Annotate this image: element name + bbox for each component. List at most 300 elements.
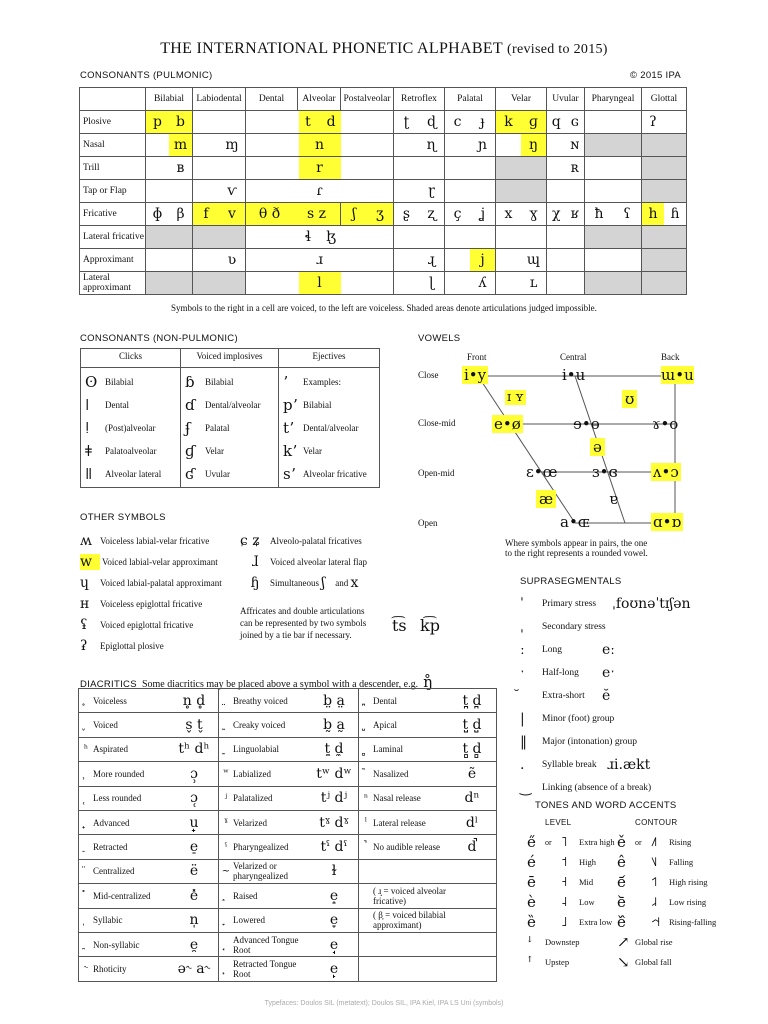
other-list bbox=[80, 530, 240, 656]
np-item: ǃ (Post)alveolar bbox=[85, 418, 156, 437]
cell: k ɡ bbox=[496, 111, 547, 134]
vowel-note-2: to the right represents a rounded vowel. bbox=[505, 548, 648, 558]
tone-item bbox=[617, 952, 727, 972]
diacritic-label: Advanced bbox=[93, 817, 130, 828]
diacritic-cell bbox=[359, 932, 497, 956]
other-right bbox=[240, 530, 410, 593]
cell bbox=[394, 226, 445, 249]
diacritic-cell bbox=[219, 786, 359, 810]
diacritic-mark bbox=[79, 817, 93, 828]
diacritic-row bbox=[79, 689, 497, 713]
diacritic-example: t̺ d̺ bbox=[462, 717, 482, 734]
vowel-open-back: ɑ•ɒ bbox=[653, 513, 682, 531]
vowel-col-central: Central bbox=[560, 352, 587, 362]
diacritic-cell bbox=[79, 786, 219, 810]
supra-item: ‖ Major (intonation) group bbox=[520, 733, 637, 750]
diacritic-example: t̼ d̼ bbox=[324, 741, 344, 758]
tone-item bbox=[617, 832, 727, 852]
row-label: Lateral approximant bbox=[80, 272, 146, 295]
np-item: ɠ Velar bbox=[185, 441, 224, 460]
diacritic-mark bbox=[79, 695, 93, 706]
row-label: Nasal bbox=[80, 134, 146, 157]
pulmonic-note: Symbols to the right in a cell are voiced, to the left are voiceless. Shaded areas denote articulations judged impossible. bbox=[171, 303, 597, 313]
diacritic-row bbox=[79, 786, 497, 810]
title-main: THE INTERNATIONAL PHONETIC ALPHABET bbox=[160, 40, 503, 57]
row-tap bbox=[80, 180, 687, 203]
tone-symbol: ꜛ bbox=[527, 953, 533, 971]
diacritic-mark: ˡ bbox=[364, 817, 368, 829]
diacritic-mark bbox=[79, 915, 93, 926]
cell: ɭ bbox=[394, 272, 445, 295]
diacritic-cell bbox=[359, 810, 497, 834]
tone-symbol: ȅ bbox=[527, 913, 536, 931]
diacritic-example: dⁿ bbox=[464, 790, 480, 807]
diacritic-label: Linguolabial bbox=[233, 744, 279, 755]
diacritic-label: Retracted bbox=[93, 842, 128, 853]
diacritic-cell bbox=[359, 713, 497, 737]
np-item: ǀ Dental bbox=[85, 395, 129, 414]
vowel-note-1: Where symbols appear in pairs, the one bbox=[505, 538, 648, 548]
col-glottal: Glottal bbox=[642, 88, 687, 111]
cell: ɴ bbox=[547, 134, 585, 157]
tone-item bbox=[527, 852, 627, 872]
diacritic-mark bbox=[79, 720, 93, 731]
tone-item bbox=[527, 892, 627, 912]
np-ejectives bbox=[279, 368, 380, 488]
cell: ʋ bbox=[193, 249, 246, 272]
diacritic-cell bbox=[79, 689, 219, 713]
np-header bbox=[81, 349, 380, 368]
diacritic-label: Dental bbox=[373, 695, 397, 706]
tone-letter: ˧ bbox=[561, 874, 568, 890]
cell bbox=[642, 157, 687, 180]
cell bbox=[642, 226, 687, 249]
other-item: ɕ ʑ Alveolo-palatal fricatives bbox=[240, 532, 362, 549]
diacritic-example: e̞ bbox=[329, 912, 339, 929]
other-heading: OTHER SYMBOLS bbox=[80, 512, 166, 523]
col-postalveolar: Postalveolar bbox=[341, 88, 394, 111]
cell: p b bbox=[146, 111, 193, 134]
cell bbox=[547, 226, 585, 249]
vowel-closemid-back: ɤ•o bbox=[652, 415, 679, 433]
diacritic-mark bbox=[79, 939, 93, 950]
diacritic-label: Lowered bbox=[233, 915, 265, 926]
tone-letter: ˨ bbox=[561, 894, 568, 910]
col-dental: Dental bbox=[246, 88, 298, 111]
cell bbox=[445, 157, 496, 180]
diacritic-row bbox=[79, 810, 497, 834]
cell bbox=[146, 226, 193, 249]
diacritic-label: Raised bbox=[233, 890, 258, 901]
tone-contour-list bbox=[617, 832, 727, 972]
diacritic-row bbox=[79, 932, 497, 956]
diacritic-label: Advanced Tongue Root bbox=[233, 934, 299, 955]
cell: ʔ bbox=[642, 111, 687, 134]
cell bbox=[642, 272, 687, 295]
cell: ç ʝ bbox=[445, 203, 496, 226]
cell bbox=[193, 157, 246, 180]
diacritic-label: Mid-centralized bbox=[93, 890, 151, 901]
diacritic-example: s̬ t̬ bbox=[185, 717, 203, 734]
diacritic-example: t̪ d̪ bbox=[462, 692, 482, 709]
diacritic-example: ë bbox=[189, 863, 199, 880]
cell bbox=[547, 180, 585, 203]
diacritic-example: ɔ̹ bbox=[190, 765, 198, 782]
cell bbox=[642, 134, 687, 157]
cell: ʂ ʐ bbox=[394, 203, 445, 226]
diacritic-cell bbox=[79, 957, 219, 981]
cell: χ ʁ bbox=[547, 203, 585, 226]
np-item: ʛ Uvular bbox=[185, 464, 230, 483]
diacritic-cell bbox=[219, 859, 359, 883]
diacritic-cell bbox=[219, 762, 359, 786]
diacritic-example: ẽ bbox=[467, 765, 477, 782]
col-pharyngeal: Pharyngeal bbox=[585, 88, 642, 111]
vowel-closemid-front: e•ø bbox=[494, 415, 521, 433]
diacritic-mark bbox=[219, 939, 233, 950]
diacritic-cell bbox=[359, 884, 497, 908]
diacritic-label: Palatalized bbox=[233, 793, 273, 804]
tone-symbol: ↘ bbox=[617, 953, 630, 971]
diacritic-example: e̯ bbox=[189, 936, 199, 953]
np-head-implosives: Voiced implosives bbox=[181, 349, 279, 368]
vowel-row-close: Close bbox=[418, 370, 439, 380]
supra-item: ˌ Secondary stress bbox=[520, 618, 606, 635]
tone-item bbox=[527, 832, 627, 852]
diacritic-row bbox=[79, 713, 497, 737]
cell bbox=[642, 180, 687, 203]
row-label: Lateral fricative bbox=[80, 226, 146, 249]
col-alveolar: Alveolar bbox=[298, 88, 341, 111]
other-item: ʍ Voiceless labial-velar fricative bbox=[80, 532, 210, 549]
diacritic-mark bbox=[359, 744, 373, 755]
diacritic-mark bbox=[359, 695, 373, 706]
diacritic-row bbox=[79, 835, 497, 859]
diacritic-cell bbox=[79, 762, 219, 786]
diacritic-mark bbox=[359, 842, 373, 853]
diacritic-cell bbox=[359, 762, 497, 786]
diacritics-table bbox=[78, 688, 497, 982]
diacritic-row bbox=[79, 884, 497, 908]
cell: ʈ ɖ bbox=[394, 111, 445, 134]
tone-symbol: é bbox=[527, 853, 536, 871]
row-label: Trill bbox=[80, 157, 146, 180]
diacritic-mark bbox=[219, 744, 233, 755]
diacritic-cell bbox=[359, 689, 497, 713]
nonpulmonic-heading: CONSONANTS (NON-PULMONIC) bbox=[80, 333, 238, 344]
title-sub: (revised to 2015) bbox=[507, 42, 608, 57]
tone-label: Extra low bbox=[579, 916, 613, 927]
diacritic-mark bbox=[359, 768, 373, 779]
tone-letter: ˧˦˧ bbox=[651, 914, 661, 930]
diacritic-example: dˡ bbox=[465, 814, 479, 831]
vowel-col-back: Back bbox=[661, 352, 680, 362]
diacritic-cell bbox=[79, 713, 219, 737]
cell bbox=[585, 272, 642, 295]
np-item: kʼ Velar bbox=[283, 441, 322, 460]
diacritic-example: n̩ bbox=[189, 912, 199, 929]
diacritic-mark: ⁿ bbox=[363, 792, 369, 804]
tone-symbol: è bbox=[527, 893, 536, 911]
diacritic-label: Syllabic bbox=[93, 915, 123, 926]
diacritic-example: ɫ bbox=[331, 863, 337, 880]
diacritic-cell bbox=[79, 835, 219, 859]
other-item: ʜ Voiceless epiglottal fricative bbox=[80, 595, 203, 612]
diacritic-example: t̻ d̻ bbox=[462, 741, 482, 758]
pulmonic-heading: CONSONANTS (PULMONIC) bbox=[80, 70, 213, 81]
cell: c ɟ bbox=[445, 111, 496, 134]
cell: ɱ bbox=[193, 134, 246, 157]
tone-label: Rising bbox=[669, 836, 692, 847]
tone-symbol: ê bbox=[617, 853, 626, 871]
diacritic-mark bbox=[79, 890, 93, 901]
diacritic-mark bbox=[219, 915, 233, 926]
diacritic-cell bbox=[359, 957, 497, 981]
other-item: ʢ Voiced epiglottal fricative bbox=[80, 616, 194, 633]
diacritic-row bbox=[79, 908, 497, 932]
cell bbox=[496, 226, 547, 249]
cell bbox=[146, 180, 193, 203]
diacritic-example: b̤ a̤ bbox=[323, 692, 345, 709]
other-item: ɥ Voiced labial-palatal approximant bbox=[80, 574, 222, 591]
cell bbox=[445, 180, 496, 203]
row-lateral-fricative bbox=[80, 226, 687, 249]
corner-cell bbox=[80, 88, 146, 111]
row-label: Fricative bbox=[80, 203, 146, 226]
diacritic-label: Rhoticity bbox=[93, 963, 127, 974]
np-body bbox=[81, 368, 380, 488]
col-retroflex: Retroflex bbox=[394, 88, 445, 111]
cell: ɹ bbox=[246, 249, 394, 272]
diacritic-example: tˤ dˤ bbox=[320, 839, 348, 856]
tone-letter: ˩˥ bbox=[651, 834, 658, 850]
cell: m bbox=[146, 134, 193, 157]
diacritic-label: Laminal bbox=[373, 744, 403, 755]
supra-item: ˑ Half-long eˑ bbox=[520, 664, 616, 681]
diacritic-cell bbox=[79, 908, 219, 932]
other-item: ɺ Voiced alveolar lateral flap bbox=[251, 553, 368, 570]
tone-item bbox=[617, 872, 727, 892]
tone-level-list bbox=[527, 832, 627, 972]
np-head-clicks: Clicks bbox=[81, 349, 181, 368]
diacritic-cell bbox=[219, 884, 359, 908]
diacritic-cell bbox=[219, 835, 359, 859]
tone-letter: ˩˨ bbox=[651, 894, 658, 910]
diacritic-cell bbox=[359, 786, 497, 810]
diacritic-cell bbox=[359, 859, 497, 883]
supra-item: ː Long eː bbox=[520, 641, 616, 658]
diacritic-example: tʷ dʷ bbox=[316, 765, 352, 782]
diacritic-mark bbox=[79, 866, 93, 877]
tone-label: Upstep bbox=[545, 956, 570, 967]
diacritic-cell bbox=[79, 737, 219, 761]
row-nasal bbox=[80, 134, 687, 157]
tone-symbol: ꜜ bbox=[527, 933, 533, 951]
diacritic-example: tˠ dˠ bbox=[319, 814, 349, 831]
vowel-near-open-central: ɐ bbox=[609, 490, 618, 508]
cell: θ ð s z bbox=[246, 203, 341, 226]
diacritic-mark: ʰ bbox=[83, 743, 89, 755]
diacritic-label: Creaky voiced bbox=[233, 720, 286, 731]
cell: ɬ ɮ bbox=[246, 226, 394, 249]
cell: t d bbox=[246, 111, 394, 134]
tone-item bbox=[527, 952, 627, 972]
tones-heading: TONES AND WORD ACCENTS bbox=[535, 800, 677, 811]
diacritic-label: Breathy voiced bbox=[233, 695, 288, 706]
tone-symbol: ē bbox=[527, 873, 536, 891]
other-item: w Voiced labial-velar approximant bbox=[80, 553, 218, 570]
np-item: ʄ Palatal bbox=[185, 418, 230, 437]
diacritic-row bbox=[79, 762, 497, 786]
cell bbox=[146, 272, 193, 295]
tone-or: or bbox=[635, 837, 642, 847]
tones-level: LEVEL bbox=[545, 818, 572, 827]
cell: ɸ β bbox=[146, 203, 193, 226]
cell: n bbox=[246, 134, 394, 157]
row-plosive bbox=[80, 111, 687, 134]
diacritic-mark bbox=[79, 768, 93, 779]
cell bbox=[642, 249, 687, 272]
tone-label: Low rising bbox=[669, 896, 707, 907]
diacritic-mark: ˠ bbox=[224, 817, 228, 829]
diacritic-mark: ~ bbox=[221, 865, 231, 877]
np-item: ǂ Palatoalveolar bbox=[85, 441, 157, 460]
cell: ʃ ʒ bbox=[341, 203, 394, 226]
diacritic-mark bbox=[219, 695, 233, 706]
col-palatal: Palatal bbox=[445, 88, 496, 111]
np-head-ejectives: Ejectives bbox=[279, 349, 380, 368]
nonpulmonic-table bbox=[80, 348, 380, 488]
cell bbox=[394, 157, 445, 180]
diacritic-label: ( β̞ = voiced bilabial approximant) bbox=[373, 910, 446, 931]
diacritic-example: ɔ̜ bbox=[190, 790, 198, 807]
cell bbox=[585, 180, 642, 203]
vowel-openmid-front: ɛ•œ bbox=[526, 463, 558, 481]
np-item: ʘ Bilabial bbox=[85, 372, 134, 391]
cell bbox=[193, 226, 246, 249]
cell: ŋ bbox=[496, 134, 547, 157]
diacritics-intro-example: ŋ̊ bbox=[423, 673, 433, 691]
row-label: Plosive bbox=[80, 111, 146, 134]
other-item: ʡ Epiglottal plosive bbox=[80, 637, 164, 654]
diacritic-row bbox=[79, 737, 497, 761]
tone-label: Global fall bbox=[635, 956, 672, 967]
diacritic-label: Voiceless bbox=[93, 695, 127, 706]
supra-item: . Syllable break ɹi.ækt bbox=[520, 756, 651, 773]
cell: ɲ bbox=[445, 134, 496, 157]
diacritic-label: Apical bbox=[373, 720, 397, 731]
cell: ɳ bbox=[394, 134, 445, 157]
cell bbox=[585, 111, 642, 134]
diacritic-cell bbox=[79, 859, 219, 883]
cell: j bbox=[445, 249, 496, 272]
diacritic-cell bbox=[219, 689, 359, 713]
tone-symbol: e᷈ bbox=[617, 913, 626, 931]
diacritic-label: Nasalized bbox=[373, 768, 409, 779]
diacritic-example: d̚ bbox=[467, 839, 477, 856]
row-approximant bbox=[80, 249, 687, 272]
diacritic-mark bbox=[219, 963, 233, 974]
copyright: © 2015 IPA bbox=[630, 70, 682, 81]
vowel-closemid-central: ɘ•ɵ bbox=[573, 415, 600, 433]
cell: r bbox=[246, 157, 394, 180]
diacritic-label: Non-syllabic bbox=[93, 939, 140, 950]
cell bbox=[585, 249, 642, 272]
tone-label: Low bbox=[579, 896, 595, 907]
diacritic-mark: ʲ bbox=[224, 792, 228, 804]
cell bbox=[146, 249, 193, 272]
diacritic-mark: ʷ bbox=[223, 768, 229, 780]
diacritic-cell bbox=[219, 908, 359, 932]
diacritic-label: Labialized bbox=[233, 768, 271, 779]
diacritic-mark: ˤ bbox=[224, 841, 228, 853]
supra-item: ‿ Linking (absence of a break) bbox=[520, 779, 652, 796]
row-trill bbox=[80, 157, 687, 180]
diacritic-label: Pharyngealized bbox=[233, 842, 289, 853]
tone-item bbox=[527, 932, 627, 952]
row-lateral-approximant bbox=[80, 272, 687, 295]
tone-letter: ˦˥ bbox=[651, 874, 658, 890]
vowel-near-open-front: æ bbox=[536, 490, 556, 508]
tone-letter: ˥˩ bbox=[651, 854, 658, 870]
tone-symbol: ↗ bbox=[617, 933, 630, 951]
cell bbox=[445, 226, 496, 249]
diacritic-label: Centralized bbox=[93, 866, 135, 877]
pulmonic-header-row bbox=[80, 88, 687, 111]
tone-label: High rising bbox=[669, 876, 708, 887]
cell bbox=[547, 272, 585, 295]
vowel-near-close-back: ʊ bbox=[622, 390, 637, 408]
tone-item bbox=[617, 892, 727, 912]
diacritic-example: e̠ bbox=[189, 839, 199, 856]
col-bilabial: Bilabial bbox=[146, 88, 193, 111]
diacritic-label: Voiced bbox=[93, 720, 118, 731]
row-label: Tap or Flap bbox=[80, 180, 146, 203]
diacritic-mark bbox=[79, 842, 93, 853]
diacritic-example: e̘ bbox=[329, 936, 339, 953]
diacritic-mark bbox=[359, 720, 373, 731]
cell: ʟ bbox=[496, 272, 547, 295]
diacritic-mark bbox=[79, 793, 93, 804]
footer: Typefaces: Doulos SIL (metatext); Doulos SIL, IPA Kiel, IPA LS Uni (symbols) bbox=[264, 1000, 504, 1007]
diacritic-label: More rounded bbox=[93, 768, 145, 779]
diacritic-cell bbox=[219, 713, 359, 737]
pulmonic-table bbox=[79, 87, 687, 295]
diacritic-mark: ˞ bbox=[83, 963, 89, 975]
tone-label: Falling bbox=[669, 856, 694, 867]
vowel-close-central: ɨ•ʉ bbox=[562, 366, 586, 384]
other-item: ɧ Simultaneous ʃ and x bbox=[250, 574, 359, 591]
cell: ħ ʕ bbox=[585, 203, 642, 226]
cell bbox=[585, 134, 642, 157]
cell: ɾ bbox=[246, 180, 394, 203]
supra-list bbox=[520, 592, 730, 799]
cell: ɰ bbox=[496, 249, 547, 272]
diacritic-cell bbox=[359, 908, 497, 932]
tones-contour: CONTOUR bbox=[635, 818, 678, 827]
vowel-close-front: i•y bbox=[464, 366, 487, 384]
diacritic-example: tʲ dʲ bbox=[320, 790, 348, 807]
vowel-row-openmid: Open-mid bbox=[418, 468, 455, 478]
np-item: ɓ Bilabial bbox=[185, 372, 234, 391]
tone-item bbox=[617, 852, 727, 872]
diacritic-label: Less rounded bbox=[93, 793, 142, 804]
diacritic-row bbox=[79, 957, 497, 981]
vowel-openmid-back: ʌ•ɔ bbox=[653, 463, 679, 481]
diacritic-mark bbox=[219, 890, 233, 901]
diacritic-label: ( ɹ̝ = voiced alveolar fricative) bbox=[373, 885, 447, 906]
diacritic-cell bbox=[359, 835, 497, 859]
